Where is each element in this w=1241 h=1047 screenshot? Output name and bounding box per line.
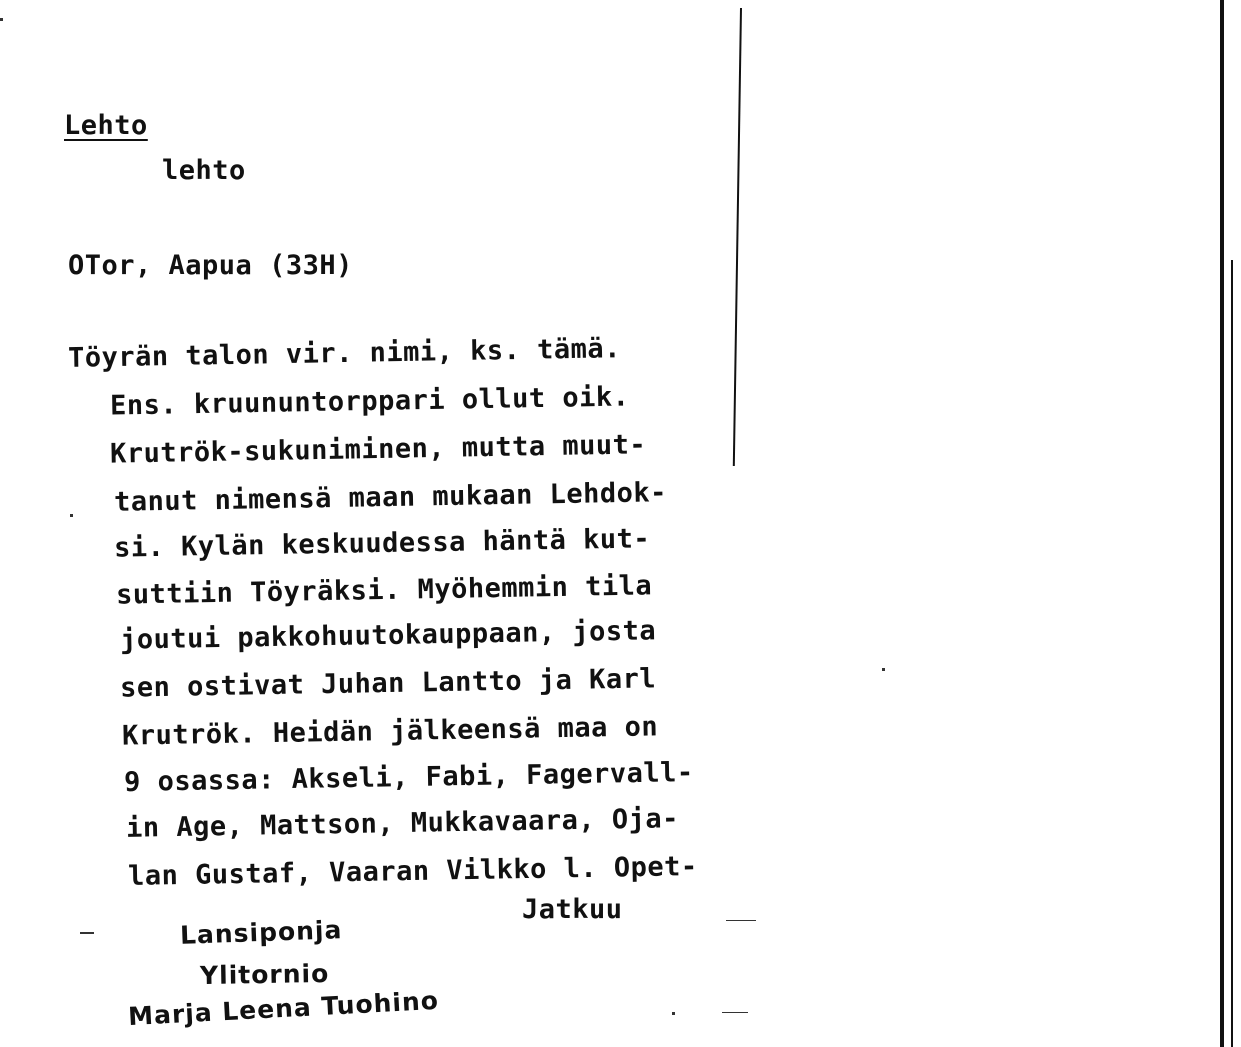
scan-speck	[80, 932, 94, 934]
body-line: Ens. kruununtorppari ollut oik.	[109, 381, 630, 422]
scan-speck	[70, 514, 73, 517]
body-line: in Age, Mattson, Mukkavaara, Oja-	[125, 803, 680, 844]
continued-label: Jatkuu	[522, 894, 623, 925]
body-line: 9 osassa: Akseli, Fabi, Fagervall-	[123, 757, 694, 798]
vertical-rule-middle	[733, 8, 742, 466]
stamp-line-2: Ylitornio	[199, 958, 330, 991]
card-heading: Lehto	[64, 110, 148, 141]
stamp-line-3: Marja Leena Tuohino	[127, 985, 440, 1032]
scan-speck	[726, 920, 756, 921]
card-source: OTor, Aapua (33H)	[68, 250, 353, 281]
body-line: si. Kylän keskuudessa häntä kut-	[113, 523, 651, 564]
body-line: sen ostivat Juhan Lantto ja Karl	[119, 663, 657, 704]
stamp-line-1: Lansiponja	[179, 915, 343, 950]
scan-speck	[722, 1012, 748, 1013]
vertical-rule-right-thin	[1231, 260, 1233, 1047]
card-subheading: lehto	[162, 155, 246, 186]
scan-speck	[672, 1012, 675, 1015]
body-line: Krutrök-sukuniminen, mutta muut-	[109, 429, 647, 470]
body-line: Krutrök. Heidän jälkeensä maa on	[121, 711, 659, 752]
scan-speck	[882, 668, 885, 671]
body-line: Töyrän talon vir. nimi, ks. tämä.	[67, 333, 622, 374]
body-line: suttiin Töyräksi. Myöhemmin tila	[115, 570, 653, 611]
body-line: lan Gustaf, Vaaran Vilkko l. Opet-	[127, 851, 698, 892]
scan-speck	[0, 18, 3, 21]
body-line: tanut nimensä maan mukaan Lehdok-	[113, 477, 668, 518]
vertical-rule-right	[1220, 0, 1224, 1047]
body-line: joutui pakkohuutokauppaan, josta	[119, 615, 657, 656]
